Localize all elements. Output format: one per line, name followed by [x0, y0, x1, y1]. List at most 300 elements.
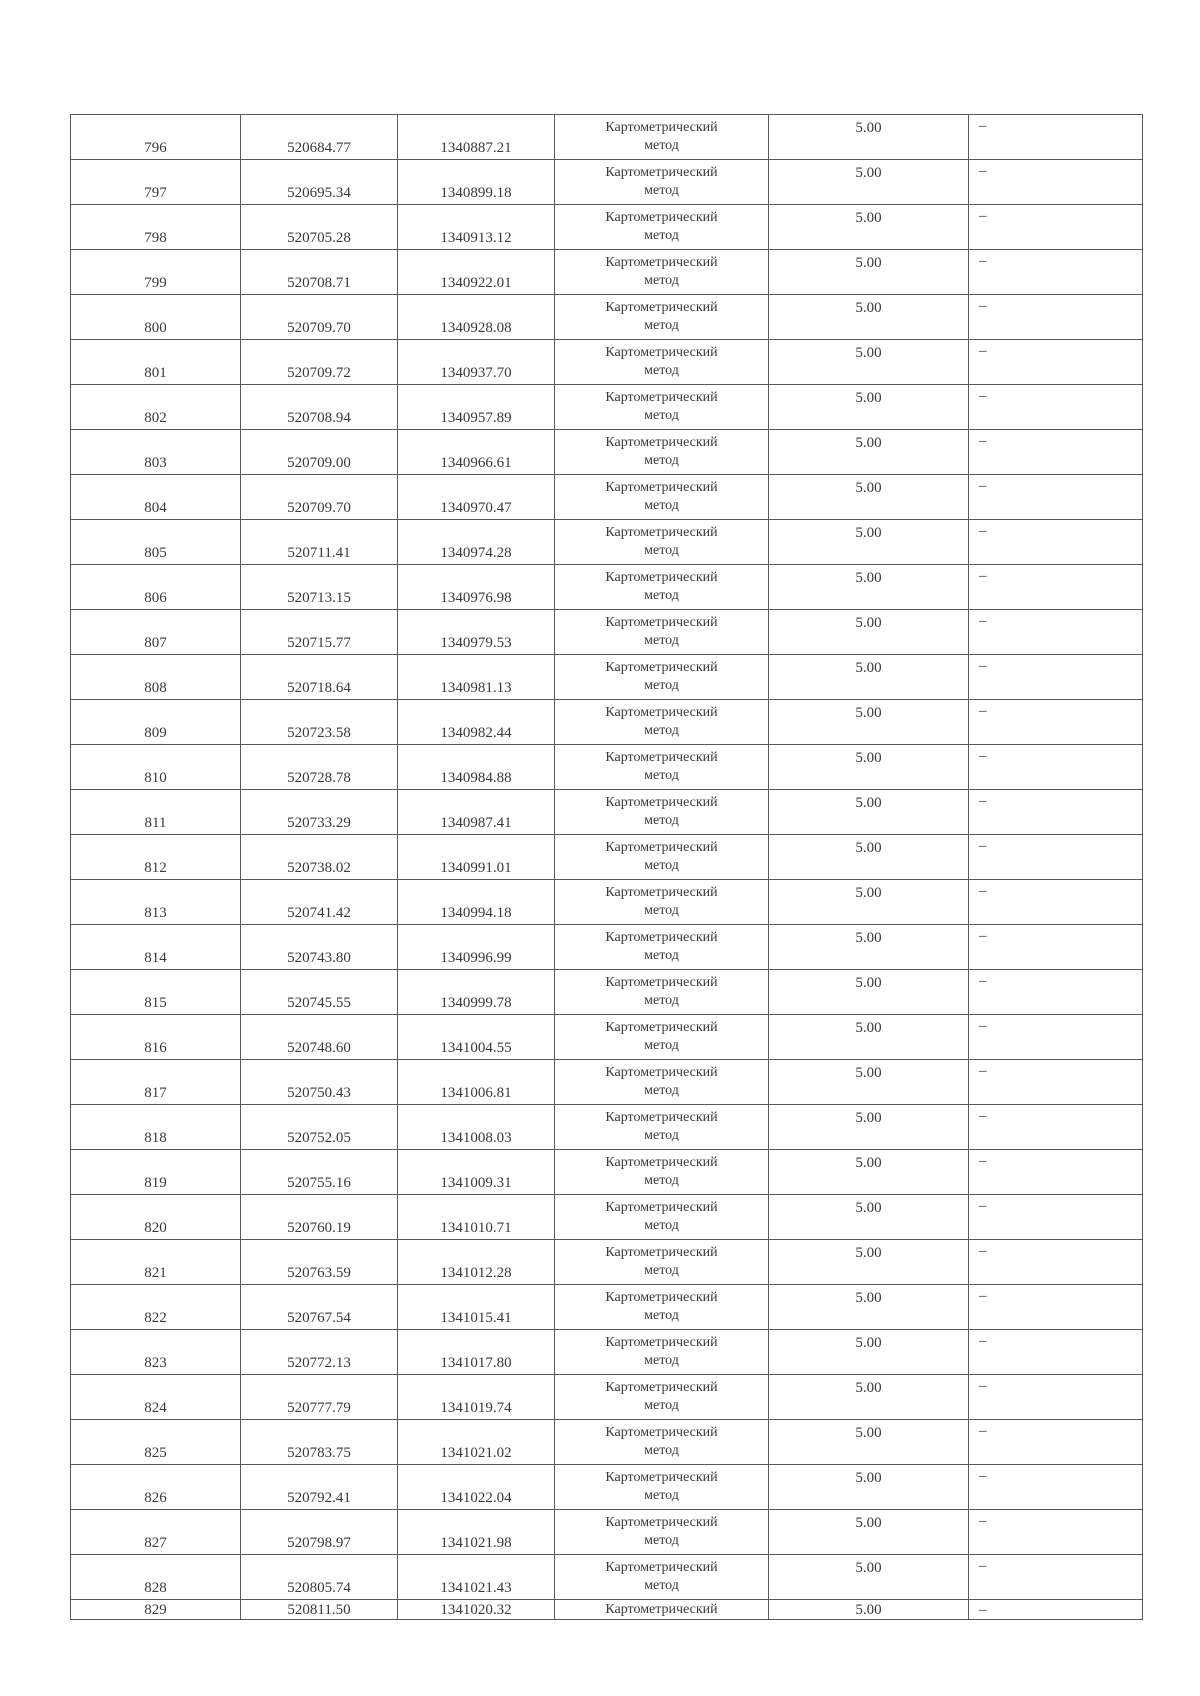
method-cell [555, 1105, 769, 1150]
method-cell [555, 430, 769, 475]
table-row [71, 925, 1143, 970]
accuracy-cell: 5.00 [769, 340, 969, 385]
table-row [71, 520, 1143, 565]
accuracy-cell: 5.00 [769, 745, 969, 790]
x-coordinate-cell: 520711.41 [241, 520, 398, 565]
method-line-2: метод [644, 768, 679, 783]
accuracy-cell: 5.00 [769, 1375, 969, 1420]
method-cell [555, 1150, 769, 1195]
method-line-2: метод [644, 678, 679, 693]
method-line-1: Картометрический [605, 120, 718, 135]
y-coordinate-cell: 1340957.89 [398, 385, 555, 430]
method-cell [555, 1600, 769, 1620]
accuracy-cell: 5.00 [769, 835, 969, 880]
x-coordinate-cell: 520767.54 [241, 1285, 398, 1330]
note-cell: – [969, 115, 1143, 160]
table-row [71, 250, 1143, 295]
method-line-1: Картометрический [605, 1560, 718, 1575]
method-line-1: Картометрический [605, 1290, 718, 1305]
method-line-2: метод [644, 543, 679, 558]
method-line-2: метод [644, 858, 679, 873]
x-coordinate-cell: 520695.34 [241, 160, 398, 205]
accuracy-cell: 5.00 [769, 1195, 969, 1240]
table-row [71, 1465, 1143, 1510]
table-row [71, 655, 1143, 700]
method-line-1: Картометрический [605, 345, 718, 360]
y-coordinate-cell: 1340970.47 [398, 475, 555, 520]
method-line-1: Картометрический [605, 300, 718, 315]
y-coordinate-cell: 1340966.61 [398, 430, 555, 475]
table-row [71, 475, 1143, 520]
method-line-1: Картометрический [605, 705, 718, 720]
method-line-2: метод [644, 363, 679, 378]
method-line-2: метод [644, 273, 679, 288]
y-coordinate-cell: 1340999.78 [398, 970, 555, 1015]
accuracy-cell: 5.00 [769, 1600, 969, 1620]
point-number-cell: 819 [71, 1150, 241, 1195]
point-number-cell: 825 [71, 1420, 241, 1465]
method-line-1: Картометрический [605, 255, 718, 270]
y-coordinate-cell: 1341021.43 [398, 1555, 555, 1600]
table-row [71, 1195, 1143, 1240]
method-cell [555, 1420, 769, 1465]
x-coordinate-cell: 520709.72 [241, 340, 398, 385]
method-cell [555, 925, 769, 970]
y-coordinate-cell: 1340913.12 [398, 205, 555, 250]
method-line-2: метод [644, 948, 679, 963]
accuracy-cell: 5.00 [769, 1150, 969, 1195]
note-cell: – [969, 1420, 1143, 1465]
x-coordinate-cell: 520745.55 [241, 970, 398, 1015]
method-line-2: метод [644, 138, 679, 153]
x-coordinate-cell: 520805.74 [241, 1555, 398, 1600]
point-number-cell: 816 [71, 1015, 241, 1060]
accuracy-cell: 5.00 [769, 970, 969, 1015]
method-cell [555, 1015, 769, 1060]
table-row [71, 1285, 1143, 1330]
method-line-1: Картометрический [605, 1155, 718, 1170]
table-row [71, 205, 1143, 250]
table-row [71, 385, 1143, 430]
method-line-2: метод [644, 453, 679, 468]
table-row [71, 430, 1143, 475]
method-line-1: Картометрический [605, 1380, 718, 1395]
point-number-cell: 829 [71, 1600, 241, 1620]
table-row [71, 835, 1143, 880]
method-line-2: метод [644, 498, 679, 513]
table-row [71, 1510, 1143, 1555]
accuracy-cell: 5.00 [769, 925, 969, 970]
x-coordinate-cell: 520709.70 [241, 295, 398, 340]
y-coordinate-cell: 1340996.99 [398, 925, 555, 970]
method-line-1: Картометрический [605, 480, 718, 495]
method-cell [555, 610, 769, 655]
method-cell [555, 475, 769, 520]
y-coordinate-cell: 1341008.03 [398, 1105, 555, 1150]
accuracy-cell: 5.00 [769, 790, 969, 835]
x-coordinate-cell: 520772.13 [241, 1330, 398, 1375]
method-line-1: Картометрический [605, 1470, 718, 1485]
method-line-2: метод [644, 903, 679, 918]
method-line-1: Картометрический [605, 615, 718, 630]
coordinates-table [70, 114, 1143, 1620]
method-line-1: Картометрический [605, 1425, 718, 1440]
x-coordinate-cell: 520728.78 [241, 745, 398, 790]
point-number-cell: 826 [71, 1465, 241, 1510]
point-number-cell: 812 [71, 835, 241, 880]
x-coordinate-cell: 520741.42 [241, 880, 398, 925]
point-number-cell: 801 [71, 340, 241, 385]
method-cell [555, 1060, 769, 1105]
method-cell [555, 340, 769, 385]
accuracy-cell: 5.00 [769, 520, 969, 565]
x-coordinate-cell: 520763.59 [241, 1240, 398, 1285]
table-row [71, 1060, 1143, 1105]
method-cell [555, 115, 769, 160]
accuracy-cell: 5.00 [769, 1285, 969, 1330]
method-line-2: метод [644, 1398, 679, 1413]
method-line-2: метод [644, 1038, 679, 1053]
method-line-2: метод [644, 318, 679, 333]
method-line-1: Картометрический [605, 1335, 718, 1350]
method-cell [555, 970, 769, 1015]
point-number-cell: 798 [71, 205, 241, 250]
method-line-1: Картометрический [605, 975, 718, 990]
method-line-2: метод [644, 1578, 679, 1593]
accuracy-cell: 5.00 [769, 1105, 969, 1150]
method-line-2: метод [644, 1308, 679, 1323]
method-line-1: Картометрический [605, 390, 718, 405]
table-row [71, 1330, 1143, 1375]
method-line-2: метод [644, 993, 679, 1008]
point-number-cell: 824 [71, 1375, 241, 1420]
y-coordinate-cell: 1340994.18 [398, 880, 555, 925]
table-row [71, 880, 1143, 925]
point-number-cell: 797 [71, 160, 241, 205]
note-cell: – [969, 1600, 1143, 1620]
note-cell: – [969, 205, 1143, 250]
note-cell: – [969, 1195, 1143, 1240]
point-number-cell: 827 [71, 1510, 241, 1555]
y-coordinate-cell: 1341021.02 [398, 1420, 555, 1465]
method-cell [555, 250, 769, 295]
x-coordinate-cell: 520750.43 [241, 1060, 398, 1105]
method-cell [555, 1510, 769, 1555]
y-coordinate-cell: 1341015.41 [398, 1285, 555, 1330]
table-row [71, 1420, 1143, 1465]
accuracy-cell: 5.00 [769, 475, 969, 520]
y-coordinate-cell: 1340887.21 [398, 115, 555, 160]
point-number-cell: 809 [71, 700, 241, 745]
note-cell: – [969, 880, 1143, 925]
accuracy-cell: 5.00 [769, 655, 969, 700]
method-line-1: Картометрический [605, 660, 718, 675]
note-cell: – [969, 1240, 1143, 1285]
method-line-1: Картометрический [605, 840, 718, 855]
method-line-1: Картометрический [605, 1515, 718, 1530]
point-number-cell: 813 [71, 880, 241, 925]
accuracy-cell: 5.00 [769, 295, 969, 340]
y-coordinate-cell: 1341022.04 [398, 1465, 555, 1510]
method-line-2: метод [644, 813, 679, 828]
point-number-cell: 802 [71, 385, 241, 430]
accuracy-cell: 5.00 [769, 385, 969, 430]
method-line-2: метод [644, 1173, 679, 1188]
note-cell: – [969, 385, 1143, 430]
method-cell [555, 565, 769, 610]
table-row [71, 115, 1143, 160]
method-line-2: метод [644, 228, 679, 243]
table-row [71, 1015, 1143, 1060]
method-line-1: Картометрический [605, 1110, 718, 1125]
y-coordinate-cell: 1340899.18 [398, 160, 555, 205]
table-row [71, 700, 1143, 745]
method-cell [555, 745, 769, 790]
x-coordinate-cell: 520798.97 [241, 1510, 398, 1555]
method-cell [555, 160, 769, 205]
y-coordinate-cell: 1340928.08 [398, 295, 555, 340]
method-line-1: Картометрический [605, 1601, 718, 1617]
y-coordinate-cell: 1340976.98 [398, 565, 555, 610]
method-line-1: Картометрический [605, 570, 718, 585]
point-number-cell: 821 [71, 1240, 241, 1285]
point-number-cell: 796 [71, 115, 241, 160]
table-row [71, 1375, 1143, 1420]
method-cell [555, 1285, 769, 1330]
note-cell: – [969, 295, 1143, 340]
coordinates-table-body [71, 115, 1143, 1620]
note-cell: – [969, 1465, 1143, 1510]
x-coordinate-cell: 520705.28 [241, 205, 398, 250]
method-line-2: метод [644, 183, 679, 198]
x-coordinate-cell: 520723.58 [241, 700, 398, 745]
y-coordinate-cell: 1340991.01 [398, 835, 555, 880]
accuracy-cell: 5.00 [769, 1240, 969, 1285]
method-cell [555, 1375, 769, 1420]
point-number-cell: 805 [71, 520, 241, 565]
point-number-cell: 808 [71, 655, 241, 700]
note-cell: – [969, 430, 1143, 475]
y-coordinate-cell: 1340982.44 [398, 700, 555, 745]
note-cell: – [969, 475, 1143, 520]
y-coordinate-cell: 1341020.32 [398, 1600, 555, 1620]
x-coordinate-cell: 520760.19 [241, 1195, 398, 1240]
method-line-2: метод [644, 1128, 679, 1143]
note-cell: – [969, 700, 1143, 745]
y-coordinate-cell: 1341006.81 [398, 1060, 555, 1105]
note-cell: – [969, 970, 1143, 1015]
accuracy-cell: 5.00 [769, 1060, 969, 1105]
method-line-2: метод [644, 1488, 679, 1503]
x-coordinate-cell: 520752.05 [241, 1105, 398, 1150]
point-number-cell: 820 [71, 1195, 241, 1240]
point-number-cell: 811 [71, 790, 241, 835]
method-line-1: Картометрический [605, 435, 718, 450]
note-cell: – [969, 835, 1143, 880]
point-number-cell: 800 [71, 295, 241, 340]
y-coordinate-cell: 1340981.13 [398, 655, 555, 700]
point-number-cell: 799 [71, 250, 241, 295]
accuracy-cell: 5.00 [769, 565, 969, 610]
method-line-1: Картометрический [605, 210, 718, 225]
x-coordinate-cell: 520713.15 [241, 565, 398, 610]
table-row [71, 970, 1143, 1015]
note-cell: – [969, 1330, 1143, 1375]
accuracy-cell: 5.00 [769, 115, 969, 160]
method-line-1: Картометрический [605, 1020, 718, 1035]
note-cell: – [969, 1555, 1143, 1600]
note-cell: – [969, 925, 1143, 970]
x-coordinate-cell: 520792.41 [241, 1465, 398, 1510]
y-coordinate-cell: 1340937.70 [398, 340, 555, 385]
accuracy-cell: 5.00 [769, 1015, 969, 1060]
note-cell: – [969, 745, 1143, 790]
y-coordinate-cell: 1341010.71 [398, 1195, 555, 1240]
table-row [71, 1105, 1143, 1150]
note-cell: – [969, 340, 1143, 385]
table-row [71, 565, 1143, 610]
method-line-1: Картометрический [605, 1065, 718, 1080]
method-line-2: метод [644, 1083, 679, 1098]
method-line-1: Картометрический [605, 750, 718, 765]
method-cell [555, 790, 769, 835]
x-coordinate-cell: 520738.02 [241, 835, 398, 880]
accuracy-cell: 5.00 [769, 610, 969, 655]
point-number-cell: 810 [71, 745, 241, 790]
point-number-cell: 803 [71, 430, 241, 475]
accuracy-cell: 5.00 [769, 205, 969, 250]
method-cell [555, 205, 769, 250]
point-number-cell: 804 [71, 475, 241, 520]
method-line-2: метод [644, 1218, 679, 1233]
accuracy-cell: 5.00 [769, 1330, 969, 1375]
y-coordinate-cell: 1340922.01 [398, 250, 555, 295]
method-line-1: Картометрический [605, 795, 718, 810]
x-coordinate-cell: 520783.75 [241, 1420, 398, 1465]
method-cell [555, 835, 769, 880]
table-row [71, 1600, 1143, 1620]
table-row [71, 1555, 1143, 1600]
method-line-2: метод [644, 408, 679, 423]
point-number-cell: 822 [71, 1285, 241, 1330]
method-line-2: метод [644, 723, 679, 738]
note-cell: – [969, 565, 1143, 610]
x-coordinate-cell: 520777.79 [241, 1375, 398, 1420]
method-line-1: Картометрический [605, 165, 718, 180]
y-coordinate-cell: 1340984.88 [398, 745, 555, 790]
method-line-1: Картометрический [605, 1245, 718, 1260]
x-coordinate-cell: 520708.94 [241, 385, 398, 430]
method-cell [555, 1330, 769, 1375]
point-number-cell: 817 [71, 1060, 241, 1105]
note-cell: – [969, 1060, 1143, 1105]
note-cell: – [969, 1150, 1143, 1195]
x-coordinate-cell: 520708.71 [241, 250, 398, 295]
table-row [71, 295, 1143, 340]
note-cell: – [969, 610, 1143, 655]
method-cell [555, 385, 769, 430]
method-line-1: Картометрический [605, 525, 718, 540]
note-cell: – [969, 790, 1143, 835]
table-row [71, 610, 1143, 655]
y-coordinate-cell: 1341009.31 [398, 1150, 555, 1195]
method-line-1: Картометрический [605, 885, 718, 900]
note-cell: – [969, 160, 1143, 205]
method-cell [555, 1555, 769, 1600]
method-line-2: метод [644, 633, 679, 648]
accuracy-cell: 5.00 [769, 160, 969, 205]
y-coordinate-cell: 1341019.74 [398, 1375, 555, 1420]
table-row [71, 745, 1143, 790]
point-number-cell: 806 [71, 565, 241, 610]
accuracy-cell: 5.00 [769, 1465, 969, 1510]
x-coordinate-cell: 520718.64 [241, 655, 398, 700]
y-coordinate-cell: 1341017.80 [398, 1330, 555, 1375]
y-coordinate-cell: 1341012.28 [398, 1240, 555, 1285]
note-cell: – [969, 1105, 1143, 1150]
x-coordinate-cell: 520755.16 [241, 1150, 398, 1195]
method-cell [555, 655, 769, 700]
method-cell [555, 1195, 769, 1240]
table-row [71, 1150, 1143, 1195]
method-cell [555, 880, 769, 925]
accuracy-cell: 5.00 [769, 1555, 969, 1600]
note-cell: – [969, 655, 1143, 700]
note-cell: – [969, 520, 1143, 565]
note-cell: – [969, 1375, 1143, 1420]
method-cell [555, 295, 769, 340]
method-line-1: Картометрический [605, 930, 718, 945]
point-number-cell: 815 [71, 970, 241, 1015]
point-number-cell: 814 [71, 925, 241, 970]
method-line-2: метод [644, 1263, 679, 1278]
y-coordinate-cell: 1340979.53 [398, 610, 555, 655]
note-cell: – [969, 250, 1143, 295]
method-cell [555, 1465, 769, 1510]
method-line-2: метод [644, 588, 679, 603]
x-coordinate-cell: 520709.00 [241, 430, 398, 475]
accuracy-cell: 5.00 [769, 1420, 969, 1465]
x-coordinate-cell: 520715.77 [241, 610, 398, 655]
table-row [71, 790, 1143, 835]
y-coordinate-cell: 1340987.41 [398, 790, 555, 835]
method-cell [555, 520, 769, 565]
table-row [71, 1240, 1143, 1285]
method-line-2: метод [644, 1533, 679, 1548]
method-line-2: метод [644, 1443, 679, 1458]
x-coordinate-cell: 520748.60 [241, 1015, 398, 1060]
note-cell: – [969, 1510, 1143, 1555]
point-number-cell: 807 [71, 610, 241, 655]
note-cell: – [969, 1015, 1143, 1060]
method-cell [555, 700, 769, 745]
method-line-1: Картометрический [605, 1200, 718, 1215]
method-cell [555, 1240, 769, 1285]
point-number-cell: 828 [71, 1555, 241, 1600]
accuracy-cell: 5.00 [769, 700, 969, 745]
table-row [71, 160, 1143, 205]
x-coordinate-cell: 520733.29 [241, 790, 398, 835]
method-line-2: метод [644, 1353, 679, 1368]
y-coordinate-cell: 1341021.98 [398, 1510, 555, 1555]
x-coordinate-cell: 520684.77 [241, 115, 398, 160]
table-row [71, 340, 1143, 385]
x-coordinate-cell: 520709.70 [241, 475, 398, 520]
accuracy-cell: 5.00 [769, 250, 969, 295]
y-coordinate-cell: 1340974.28 [398, 520, 555, 565]
accuracy-cell: 5.00 [769, 880, 969, 925]
note-cell: – [969, 1285, 1143, 1330]
